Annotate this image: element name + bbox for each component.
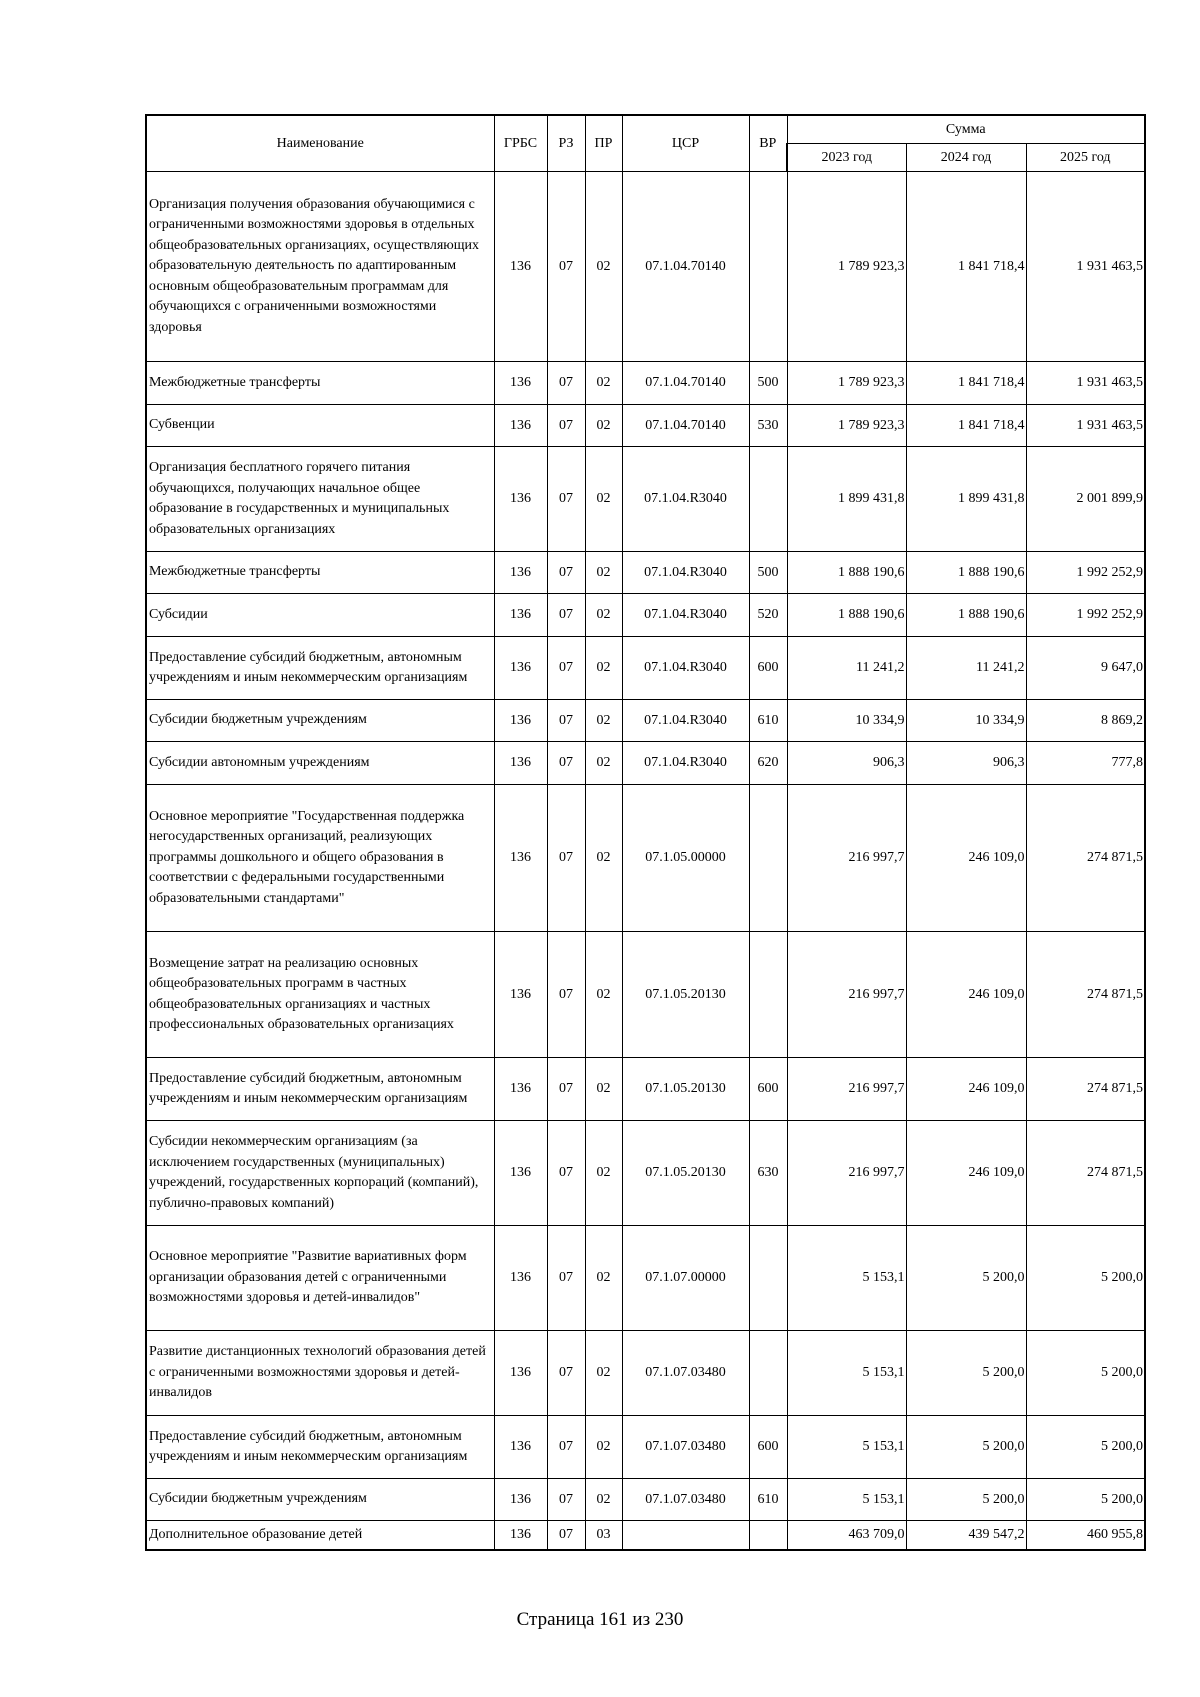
cell-amount-2024: 246 109,0 bbox=[906, 1121, 1026, 1226]
cell-grbs: 136 bbox=[494, 700, 547, 742]
cell-name: Субсидии бюджетным учреждениям bbox=[146, 700, 494, 742]
cell-amount-2023: 216 997,7 bbox=[787, 932, 906, 1058]
cell-amount-2024: 5 200,0 bbox=[906, 1226, 1026, 1331]
page-number: Страница 161 из 230 bbox=[516, 1609, 684, 1630]
cell-amount-2025: 2 001 899,9 bbox=[1026, 447, 1145, 552]
cell-amount-2025: 5 200,0 bbox=[1026, 1479, 1145, 1521]
cell-amount-2025: 8 869,2 bbox=[1026, 700, 1145, 742]
table-row bbox=[146, 742, 1145, 785]
cell-pr: 02 bbox=[585, 1121, 622, 1226]
cell-amount-2025: 274 871,5 bbox=[1026, 932, 1145, 1058]
cell-name: Основное мероприятие "Развитие вариативных форм организации образования детей с ограниченными возможностями здоровья и детей-инвалидов" bbox=[146, 1226, 494, 1331]
cell-amount-2024: 10 334,9 bbox=[906, 700, 1026, 742]
cell-csr: 07.1.07.00000 bbox=[622, 1226, 749, 1331]
cell-amount-2024: 1 841 718,4 bbox=[906, 172, 1026, 362]
cell-name: Предоставление субсидий бюджетным, автономным учреждениям и иным некоммерческим организациям bbox=[146, 637, 494, 700]
cell-amount-2024: 1 841 718,4 bbox=[906, 362, 1026, 405]
table-row bbox=[146, 785, 1145, 932]
table-row bbox=[146, 1331, 1145, 1416]
table-row bbox=[146, 1226, 1145, 1331]
cell-rz: 07 bbox=[547, 1479, 585, 1521]
cell-rz: 07 bbox=[547, 362, 585, 405]
table-row bbox=[146, 1416, 1145, 1479]
table-row bbox=[146, 552, 1145, 594]
cell-vr bbox=[749, 172, 787, 362]
cell-amount-2025: 1 992 252,9 bbox=[1026, 594, 1145, 637]
cell-amount-2025: 5 200,0 bbox=[1026, 1226, 1145, 1331]
cell-rz: 07 bbox=[547, 1521, 585, 1550]
cell-csr: 07.1.07.03480 bbox=[622, 1331, 749, 1416]
header-pr: ПР bbox=[585, 115, 622, 172]
cell-rz: 07 bbox=[547, 1331, 585, 1416]
cell-rz: 07 bbox=[547, 552, 585, 594]
cell-vr bbox=[749, 785, 787, 932]
table-row bbox=[146, 1521, 1145, 1550]
cell-amount-2025: 5 200,0 bbox=[1026, 1416, 1145, 1479]
cell-vr: 600 bbox=[749, 1416, 787, 1479]
cell-csr: 07.1.04.70140 bbox=[622, 172, 749, 362]
cell-amount-2025: 1 992 252,9 bbox=[1026, 552, 1145, 594]
table-row bbox=[146, 932, 1145, 1058]
cell-amount-2025: 1 931 463,5 bbox=[1026, 405, 1145, 447]
header-rz: РЗ bbox=[547, 115, 585, 172]
table-row bbox=[146, 1121, 1145, 1226]
cell-rz: 07 bbox=[547, 1226, 585, 1331]
cell-vr bbox=[749, 447, 787, 552]
cell-amount-2024: 246 109,0 bbox=[906, 785, 1026, 932]
header-vr: ВР bbox=[749, 115, 787, 172]
cell-amount-2025: 9 647,0 bbox=[1026, 637, 1145, 700]
cell-name: Организация получения образования обучающимися с ограниченными возможностями здоровья в отдельных общеобразовательных организациях, осуществляющих образовательную деятельность по адаптированным основным общеобразовательным программам для обучающихся с ограниченными возможностями здоровья bbox=[146, 172, 494, 362]
cell-csr: 07.1.04.R3040 bbox=[622, 700, 749, 742]
cell-pr: 02 bbox=[585, 1226, 622, 1331]
cell-amount-2023: 1 789 923,3 bbox=[787, 362, 906, 405]
cell-amount-2024: 5 200,0 bbox=[906, 1331, 1026, 1416]
cell-grbs: 136 bbox=[494, 1521, 547, 1550]
cell-grbs: 136 bbox=[494, 405, 547, 447]
header-year-2023: 2023 год bbox=[787, 144, 906, 172]
table-row bbox=[146, 1058, 1145, 1121]
cell-vr: 500 bbox=[749, 362, 787, 405]
cell-amount-2023: 11 241,2 bbox=[787, 637, 906, 700]
cell-name: Предоставление субсидий бюджетным, автономным учреждениям и иным некоммерческим организациям bbox=[146, 1416, 494, 1479]
cell-grbs: 136 bbox=[494, 172, 547, 362]
cell-pr: 02 bbox=[585, 405, 622, 447]
table-row bbox=[146, 362, 1145, 405]
table-row bbox=[146, 637, 1145, 700]
cell-amount-2023: 906,3 bbox=[787, 742, 906, 785]
cell-amount-2023: 10 334,9 bbox=[787, 700, 906, 742]
cell-amount-2025: 1 931 463,5 bbox=[1026, 362, 1145, 405]
cell-name: Организация бесплатного горячего питания обучающихся, получающих начальное общее образование в государственных и муниципальных образовательных организациях bbox=[146, 447, 494, 552]
cell-pr: 02 bbox=[585, 785, 622, 932]
cell-name: Межбюджетные трансферты bbox=[146, 552, 494, 594]
cell-rz: 07 bbox=[547, 932, 585, 1058]
cell-rz: 07 bbox=[547, 405, 585, 447]
cell-amount-2023: 216 997,7 bbox=[787, 785, 906, 932]
cell-vr: 630 bbox=[749, 1121, 787, 1226]
table-row bbox=[146, 700, 1145, 742]
cell-csr: 07.1.04.70140 bbox=[622, 405, 749, 447]
cell-name: Межбюджетные трансферты bbox=[146, 362, 494, 405]
cell-grbs: 136 bbox=[494, 637, 547, 700]
header-csr: ЦСР bbox=[622, 115, 749, 172]
cell-rz: 07 bbox=[547, 594, 585, 637]
header-grbs: ГРБС bbox=[494, 115, 547, 172]
cell-amount-2024: 1 888 190,6 bbox=[906, 552, 1026, 594]
cell-pr: 02 bbox=[585, 1479, 622, 1521]
cell-csr: 07.1.04.R3040 bbox=[622, 552, 749, 594]
cell-pr: 02 bbox=[585, 742, 622, 785]
cell-amount-2024: 11 241,2 bbox=[906, 637, 1026, 700]
cell-csr: 07.1.04.R3040 bbox=[622, 742, 749, 785]
cell-amount-2024: 246 109,0 bbox=[906, 1058, 1026, 1121]
header-row-top bbox=[146, 115, 1145, 144]
cell-amount-2025: 274 871,5 bbox=[1026, 1121, 1145, 1226]
cell-amount-2023: 1 789 923,3 bbox=[787, 405, 906, 447]
cell-amount-2025: 274 871,5 bbox=[1026, 785, 1145, 932]
table-body bbox=[146, 172, 1145, 1550]
cell-amount-2024: 246 109,0 bbox=[906, 932, 1026, 1058]
budget-table bbox=[145, 114, 1146, 1551]
cell-csr: 07.1.05.20130 bbox=[622, 1121, 749, 1226]
cell-vr bbox=[749, 1331, 787, 1416]
cell-amount-2023: 5 153,1 bbox=[787, 1226, 906, 1331]
cell-csr: 07.1.04.R3040 bbox=[622, 594, 749, 637]
cell-csr: 07.1.05.20130 bbox=[622, 1058, 749, 1121]
cell-csr: 07.1.05.00000 bbox=[622, 785, 749, 932]
cell-rz: 07 bbox=[547, 1121, 585, 1226]
cell-vr bbox=[749, 932, 787, 1058]
cell-rz: 07 bbox=[547, 1416, 585, 1479]
table-row bbox=[146, 172, 1145, 362]
cell-amount-2025: 777,8 bbox=[1026, 742, 1145, 785]
cell-csr: 07.1.07.03480 bbox=[622, 1479, 749, 1521]
cell-amount-2024: 439 547,2 bbox=[906, 1521, 1026, 1550]
cell-grbs: 136 bbox=[494, 932, 547, 1058]
cell-amount-2023: 1 899 431,8 bbox=[787, 447, 906, 552]
table-row bbox=[146, 447, 1145, 552]
header-name: Наименование bbox=[146, 115, 494, 172]
cell-vr: 620 bbox=[749, 742, 787, 785]
cell-pr: 02 bbox=[585, 552, 622, 594]
cell-amount-2024: 1 899 431,8 bbox=[906, 447, 1026, 552]
cell-name: Предоставление субсидий бюджетным, автономным учреждениям и иным некоммерческим организациям bbox=[146, 1058, 494, 1121]
cell-grbs: 136 bbox=[494, 1416, 547, 1479]
cell-rz: 07 bbox=[547, 742, 585, 785]
cell-rz: 07 bbox=[547, 1058, 585, 1121]
cell-amount-2024: 5 200,0 bbox=[906, 1479, 1026, 1521]
cell-name: Дополнительное образование детей bbox=[146, 1521, 494, 1550]
cell-pr: 02 bbox=[585, 700, 622, 742]
cell-rz: 07 bbox=[547, 785, 585, 932]
cell-pr: 02 bbox=[585, 637, 622, 700]
cell-grbs: 136 bbox=[494, 1479, 547, 1521]
cell-grbs: 136 bbox=[494, 742, 547, 785]
header-year-2024: 2024 год bbox=[906, 144, 1026, 172]
cell-amount-2023: 463 709,0 bbox=[787, 1521, 906, 1550]
cell-amount-2023: 1 789 923,3 bbox=[787, 172, 906, 362]
cell-vr: 610 bbox=[749, 1479, 787, 1521]
cell-pr: 02 bbox=[585, 1058, 622, 1121]
table-row bbox=[146, 594, 1145, 637]
cell-grbs: 136 bbox=[494, 1058, 547, 1121]
cell-vr: 520 bbox=[749, 594, 787, 637]
cell-vr: 600 bbox=[749, 637, 787, 700]
cell-grbs: 136 bbox=[494, 447, 547, 552]
cell-amount-2025: 5 200,0 bbox=[1026, 1331, 1145, 1416]
cell-pr: 02 bbox=[585, 932, 622, 1058]
cell-name: Основное мероприятие "Государственная поддержка негосударственных организаций, реализующих программы дошкольного и общего образования в соответствии с федеральными государственными образовательными стандартами" bbox=[146, 785, 494, 932]
header-sum: Сумма bbox=[787, 115, 1145, 144]
cell-rz: 07 bbox=[547, 447, 585, 552]
cell-amount-2024: 5 200,0 bbox=[906, 1416, 1026, 1479]
cell-pr: 02 bbox=[585, 1416, 622, 1479]
cell-name: Субсидии бюджетным учреждениям bbox=[146, 1479, 494, 1521]
cell-csr: 07.1.04.R3040 bbox=[622, 637, 749, 700]
cell-amount-2024: 1 841 718,4 bbox=[906, 405, 1026, 447]
cell-grbs: 136 bbox=[494, 362, 547, 405]
cell-amount-2025: 274 871,5 bbox=[1026, 1058, 1145, 1121]
cell-amount-2024: 1 888 190,6 bbox=[906, 594, 1026, 637]
cell-grbs: 136 bbox=[494, 785, 547, 932]
cell-name: Возмещение затрат на реализацию основных общеобразовательных программ в частных общеобразовательных организациях и частных профессиональных образовательных организациях bbox=[146, 932, 494, 1058]
cell-rz: 07 bbox=[547, 700, 585, 742]
cell-amount-2024: 906,3 bbox=[906, 742, 1026, 785]
cell-grbs: 136 bbox=[494, 1226, 547, 1331]
cell-amount-2023: 5 153,1 bbox=[787, 1416, 906, 1479]
header-year-2025: 2025 год bbox=[1026, 144, 1145, 172]
cell-amount-2023: 1 888 190,6 bbox=[787, 552, 906, 594]
cell-amount-2023: 1 888 190,6 bbox=[787, 594, 906, 637]
cell-amount-2025: 1 931 463,5 bbox=[1026, 172, 1145, 362]
cell-amount-2023: 216 997,7 bbox=[787, 1058, 906, 1121]
table-row bbox=[146, 1479, 1145, 1521]
cell-vr bbox=[749, 1521, 787, 1550]
cell-csr: 07.1.04.70140 bbox=[622, 362, 749, 405]
cell-vr: 610 bbox=[749, 700, 787, 742]
cell-grbs: 136 bbox=[494, 1331, 547, 1416]
cell-name: Субвенции bbox=[146, 405, 494, 447]
cell-grbs: 136 bbox=[494, 594, 547, 637]
cell-name: Субсидии некоммерческим организациям (за исключением государственных (муниципальных) учреждений, государственных корпораций (компаний), публично-правовых компаний) bbox=[146, 1121, 494, 1226]
cell-csr: 07.1.05.20130 bbox=[622, 932, 749, 1058]
cell-csr bbox=[622, 1521, 749, 1550]
cell-rz: 07 bbox=[547, 637, 585, 700]
cell-amount-2023: 216 997,7 bbox=[787, 1121, 906, 1226]
cell-vr: 530 bbox=[749, 405, 787, 447]
cell-grbs: 136 bbox=[494, 1121, 547, 1226]
cell-csr: 07.1.07.03480 bbox=[622, 1416, 749, 1479]
cell-pr: 02 bbox=[585, 1331, 622, 1416]
cell-vr: 500 bbox=[749, 552, 787, 594]
cell-grbs: 136 bbox=[494, 552, 547, 594]
cell-name: Субсидии bbox=[146, 594, 494, 637]
cell-pr: 02 bbox=[585, 362, 622, 405]
cell-csr: 07.1.04.R3040 bbox=[622, 447, 749, 552]
cell-pr: 02 bbox=[585, 172, 622, 362]
cell-name: Субсидии автономным учреждениям bbox=[146, 742, 494, 785]
cell-amount-2023: 5 153,1 bbox=[787, 1479, 906, 1521]
cell-pr: 02 bbox=[585, 594, 622, 637]
cell-amount-2025: 460 955,8 bbox=[1026, 1521, 1145, 1550]
cell-vr bbox=[749, 1226, 787, 1331]
cell-pr: 03 bbox=[585, 1521, 622, 1550]
cell-amount-2023: 5 153,1 bbox=[787, 1331, 906, 1416]
cell-rz: 07 bbox=[547, 172, 585, 362]
cell-name: Развитие дистанционных технологий образования детей с ограниченными возможностями здоровья и детей-инвалидов bbox=[146, 1331, 494, 1416]
cell-vr: 600 bbox=[749, 1058, 787, 1121]
cell-pr: 02 bbox=[585, 447, 622, 552]
table-row bbox=[146, 405, 1145, 447]
